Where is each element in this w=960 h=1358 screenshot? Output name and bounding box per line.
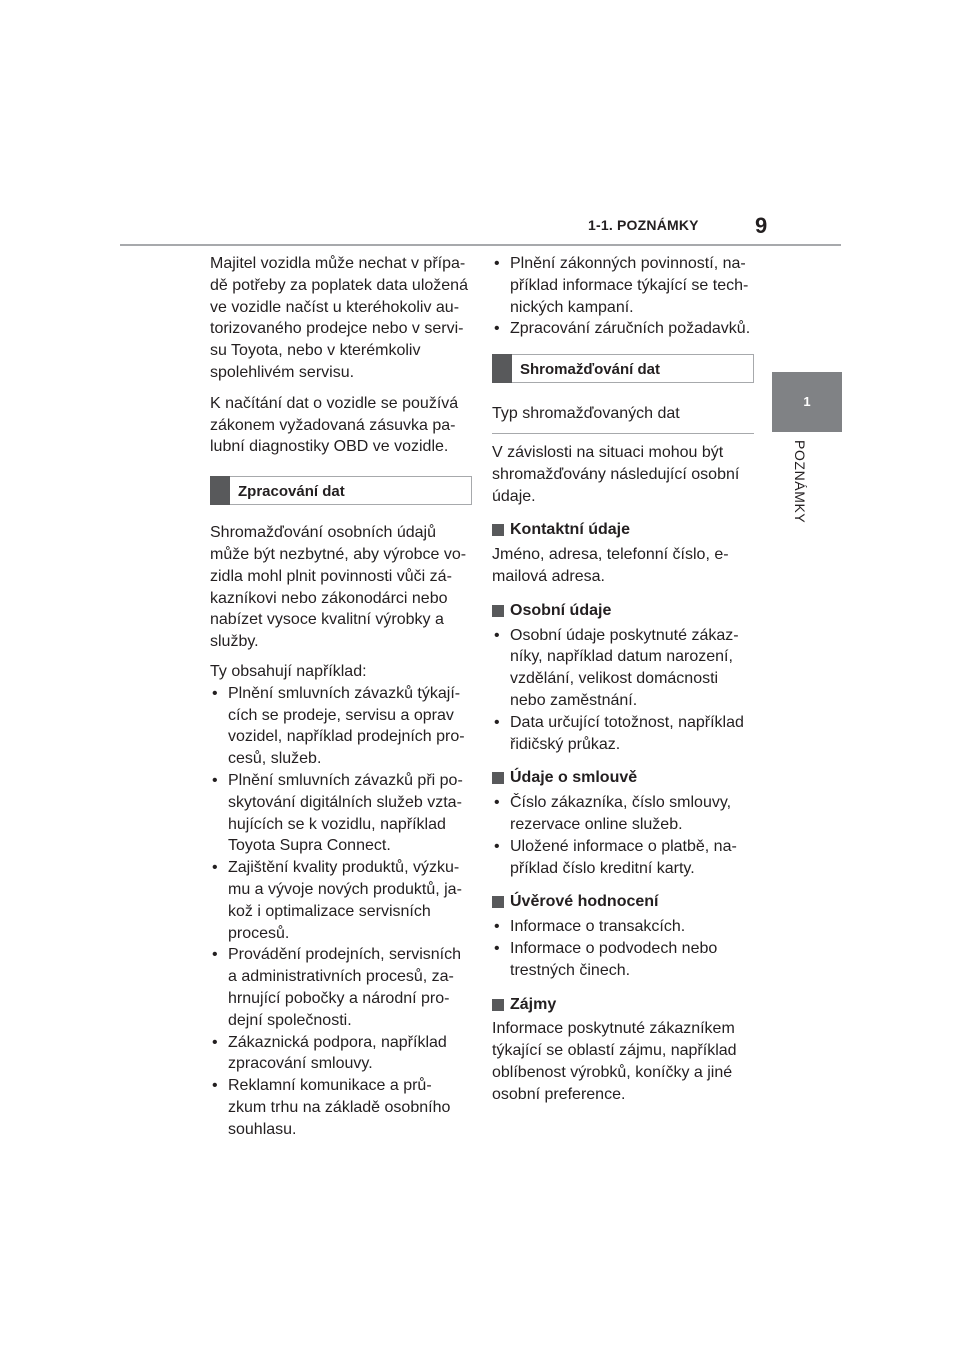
square-bullet-icon <box>492 999 504 1011</box>
list-item: • Informace o transakcích. <box>492 916 754 938</box>
square-bullet-icon <box>492 772 504 784</box>
section-header: 1-1. POZNÁMKY <box>588 217 699 233</box>
group-list <box>492 916 754 981</box>
group-text: Jméno, adresa, telefonní číslo, e-mailová adresa. <box>492 546 729 585</box>
group-list <box>492 625 754 756</box>
list-item: • Reklamní komunikace a prů- zkum trhu na základě osobního souhlasu. <box>210 1075 472 1140</box>
chapter-side-label: POZNÁMKY <box>792 440 808 524</box>
group-heading <box>492 767 754 789</box>
square-bullet-icon <box>492 896 504 908</box>
section-box-data-processing <box>210 476 472 505</box>
list-item: • Osobní údaje poskytnuté zákaz- níky, například datum narození, vzdělání, velikost domácnosti nebo zaměstnání. <box>492 625 754 712</box>
list-item: • Plnění zákonných povinností, na- příklad informace týkající se tech- nických kampaní. <box>492 253 754 318</box>
intro-paragraph-2: K načítání dat o vozidle se používá zákonem vyžadovaná zásuvka pa- lubní diagnostiky OBD ve vozidle. <box>210 394 459 456</box>
list-item: • Provádění prodejních, servisních a administrativních procesů, za- hrnující pobočky a národní pro- dejní společnosti. <box>210 944 472 1031</box>
left-column <box>210 253 472 1149</box>
list-item: • Zpracování záručních požadavků. <box>492 318 754 340</box>
subsection-title: Typ shromažďovaných dat <box>492 392 754 434</box>
group-heading-text: Údaje o smlouvě <box>510 769 638 787</box>
chapter-tab: 1 <box>772 372 842 432</box>
page-number: 9 <box>755 213 768 238</box>
group-heading-text: Osobní údaje <box>510 601 612 619</box>
list-item: • Plnění smluvních závazků při po- skytování digitálních služeb vzta- hujících se k vozidlu, například Toyota Supra Connect. <box>210 770 472 857</box>
list-item: • Číslo zákazníka, číslo smlouvy, rezervace online služeb. <box>492 792 754 836</box>
square-bullet-icon <box>492 605 504 617</box>
processing-paragraph: Shromažďování osobních údajů může být nezbytné, aby výrobce vo- zidla mohl plnit povinnosti vůči zá- kazníkovi nebo zákonodárci nebo nabízet vysoce kvalitní výrobky a služby. <box>210 524 467 651</box>
group-heading <box>492 891 754 913</box>
examples-list <box>210 683 472 1141</box>
square-bullet-icon <box>492 524 504 536</box>
top-list <box>492 253 754 340</box>
group-heading <box>492 519 754 541</box>
list-item: • Data určující totožnost, například řidičský průkaz. <box>492 712 754 756</box>
right-column <box>492 253 754 1115</box>
group-heading-text: Zájmy <box>510 995 557 1013</box>
section-box-bar <box>210 476 230 505</box>
group-heading-text: Úvěrové hodnocení <box>510 893 659 911</box>
group-heading <box>492 994 754 1016</box>
list-item: • Plnění smluvních závazků týkají- cích se prodeje, servisu a oprav vozidel, například prodejních pro- cesů, služeb. <box>210 683 472 770</box>
group-heading <box>492 600 754 622</box>
header-divider <box>120 244 841 246</box>
collection-intro: V závislosti na situaci mohou být shromažďovány následující osobní údaje. <box>492 443 740 505</box>
section-box-title: Zpracování dat <box>238 483 345 501</box>
list-item: • Zajištění kvality produktů, výzku- mu a vývoje nových produktů, ja- kož i optimalizace servisních procesů. <box>210 857 472 944</box>
group-text: Informace poskytnuté zákazníkem týkající se oblastí zájmu, například oblíbenost výrobků, koníčky a jiné osobní preference. <box>492 1020 737 1103</box>
section-box-title: Shromažďování dat <box>520 361 660 379</box>
section-box-bar <box>492 354 512 383</box>
section-box-data-collection <box>492 354 754 383</box>
list-item: • Uložené informace o platbě, na- příklad číslo kreditní karty. <box>492 836 754 880</box>
group-heading-text: Kontaktní údaje <box>510 521 631 539</box>
examples-lead: Ty obsahují například: <box>210 662 367 680</box>
group-list <box>492 792 754 879</box>
intro-paragraph-1: Majitel vozidla může nechat v přípa- dě potřeby za poplatek data uložená ve vozidle načíst u kteréhokoliv au- torizovaného prodejce nebo v servi- su Toyota, nebo v kterémkoliv spolehlivém servisu. <box>210 255 468 381</box>
list-item: • Informace o podvodech nebo trestných činech. <box>492 938 754 982</box>
list-item: • Zákaznická podpora, například zpracování smlouvy. <box>210 1032 472 1076</box>
